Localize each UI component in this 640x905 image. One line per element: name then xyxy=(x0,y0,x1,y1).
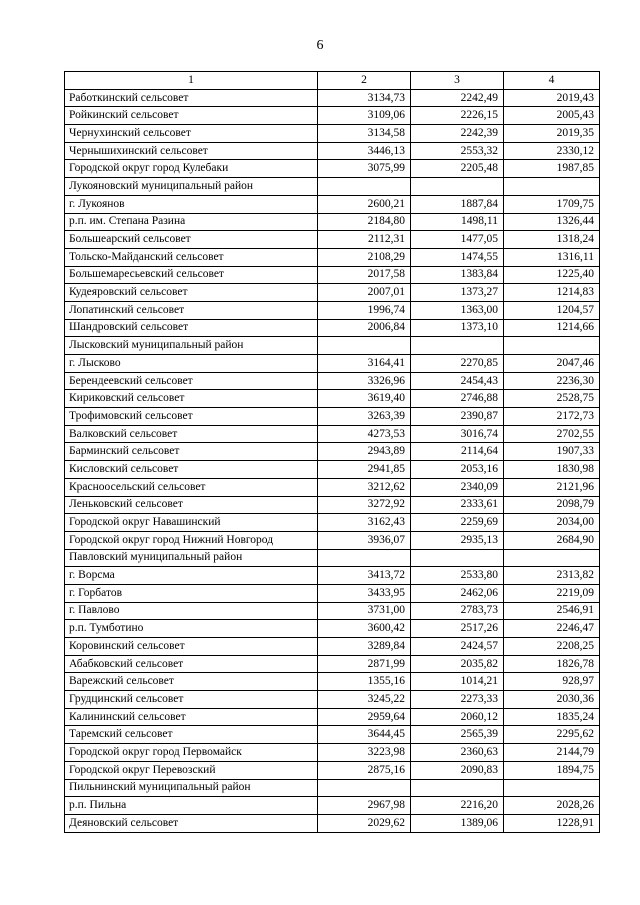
row-value-col2: 3413,72 xyxy=(318,567,411,585)
table-row xyxy=(65,814,600,832)
table-row xyxy=(65,691,600,709)
row-value-col2: 2017,58 xyxy=(318,266,411,284)
row-value-col3: 2060,12 xyxy=(411,708,504,726)
table-row xyxy=(65,301,600,319)
row-value-col2: 2006,84 xyxy=(318,319,411,337)
table-row xyxy=(65,107,600,125)
table-row xyxy=(65,142,600,160)
row-value-col3: 2553,32 xyxy=(411,142,504,160)
row-name-cell: р.п. Пильна xyxy=(65,797,318,815)
row-value-col4: 2034,00 xyxy=(504,514,600,532)
row-name-cell: Городской округ город Нижний Новгород xyxy=(65,531,318,549)
row-value-col2: 2959,64 xyxy=(318,708,411,726)
table-row xyxy=(65,231,600,249)
column-header-3: 3 xyxy=(411,72,504,90)
row-value-col4: 1214,66 xyxy=(504,319,600,337)
table-row xyxy=(65,726,600,744)
data-table xyxy=(64,71,600,833)
row-value-col3: 2517,26 xyxy=(411,620,504,638)
row-value-col4: 1316,11 xyxy=(504,248,600,266)
table-row xyxy=(65,355,600,373)
table-row xyxy=(65,160,600,178)
row-name-cell: Тольско-Майданский сельсовет xyxy=(65,248,318,266)
row-value-col3: 1373,27 xyxy=(411,284,504,302)
table-header-row xyxy=(65,72,600,90)
row-value-col4 xyxy=(504,178,600,196)
row-name-cell: Барминский сельсовет xyxy=(65,443,318,461)
row-value-col2: 3433,95 xyxy=(318,584,411,602)
row-name-cell: Красноосельский сельсовет xyxy=(65,478,318,496)
row-value-col2: 2112,31 xyxy=(318,231,411,249)
row-value-col3: 2533,80 xyxy=(411,567,504,585)
row-name-cell: Павловский муниципальный район xyxy=(65,549,318,567)
row-value-col2: 3223,98 xyxy=(318,744,411,762)
row-value-col2: 3289,84 xyxy=(318,638,411,656)
row-value-col3: 2360,63 xyxy=(411,744,504,762)
row-name-cell: р.п. им. Степана Разина xyxy=(65,213,318,231)
row-value-col4: 1326,44 xyxy=(504,213,600,231)
row-value-col4: 2236,30 xyxy=(504,372,600,390)
row-value-col2: 2007,01 xyxy=(318,284,411,302)
row-value-col4 xyxy=(504,337,600,355)
table-row xyxy=(65,779,600,797)
row-value-col2: 3644,45 xyxy=(318,726,411,744)
row-value-col4: 2528,75 xyxy=(504,390,600,408)
table-row xyxy=(65,496,600,514)
row-value-col2: 3109,06 xyxy=(318,107,411,125)
row-value-col2: 2600,21 xyxy=(318,195,411,213)
row-name-cell: г. Павлово xyxy=(65,602,318,620)
row-value-col4: 2028,26 xyxy=(504,797,600,815)
row-value-col4: 2030,36 xyxy=(504,691,600,709)
row-name-cell: г. Лукоянов xyxy=(65,195,318,213)
row-value-col2: 2871,99 xyxy=(318,655,411,673)
row-name-cell: Работкинский сельсовет xyxy=(65,89,318,107)
row-value-col4: 2330,12 xyxy=(504,142,600,160)
row-value-col2: 3600,42 xyxy=(318,620,411,638)
row-name-cell: Лопатинский сельсовет xyxy=(65,301,318,319)
row-value-col2: 3134,58 xyxy=(318,125,411,143)
row-value-col3: 2205,48 xyxy=(411,160,504,178)
row-name-cell: г. Горбатов xyxy=(65,584,318,602)
row-value-col2: 3936,07 xyxy=(318,531,411,549)
row-value-col2: 3212,62 xyxy=(318,478,411,496)
row-name-cell: Городской округ Перевозский xyxy=(65,761,318,779)
row-value-col3: 1383,84 xyxy=(411,266,504,284)
table-row xyxy=(65,461,600,479)
row-value-col3: 1474,55 xyxy=(411,248,504,266)
row-value-col2: 3263,39 xyxy=(318,408,411,426)
row-name-cell: Ройкинский сельсовет xyxy=(65,107,318,125)
row-value-col4: 1709,75 xyxy=(504,195,600,213)
row-value-col3: 1477,05 xyxy=(411,231,504,249)
row-value-col4: 2098,79 xyxy=(504,496,600,514)
row-value-col3: 2746,88 xyxy=(411,390,504,408)
row-value-col3: 1887,84 xyxy=(411,195,504,213)
row-value-col4: 2295,62 xyxy=(504,726,600,744)
row-name-cell: Лысковский муниципальный район xyxy=(65,337,318,355)
row-name-cell: Валковский сельсовет xyxy=(65,425,318,443)
row-value-col2: 2184,80 xyxy=(318,213,411,231)
row-value-col4: 1835,24 xyxy=(504,708,600,726)
row-value-col2: 3272,92 xyxy=(318,496,411,514)
row-value-col3: 2462,06 xyxy=(411,584,504,602)
row-name-cell: Чернухинский сельсовет xyxy=(65,125,318,143)
row-value-col4: 1894,75 xyxy=(504,761,600,779)
row-value-col4: 2019,35 xyxy=(504,125,600,143)
table-row xyxy=(65,673,600,691)
row-value-col4: 2546,91 xyxy=(504,602,600,620)
row-value-col4: 2702,55 xyxy=(504,425,600,443)
row-value-col2: 3134,73 xyxy=(318,89,411,107)
row-name-cell: г. Лысково xyxy=(65,355,318,373)
row-value-col3: 1389,06 xyxy=(411,814,504,832)
row-value-col4: 1830,98 xyxy=(504,461,600,479)
row-value-col2: 3162,43 xyxy=(318,514,411,532)
row-value-col4: 2121,96 xyxy=(504,478,600,496)
row-value-col2: 2967,98 xyxy=(318,797,411,815)
row-name-cell: Калининский сельсовет xyxy=(65,708,318,726)
row-value-col2: 2108,29 xyxy=(318,248,411,266)
table-row xyxy=(65,443,600,461)
column-header-4: 4 xyxy=(504,72,600,90)
row-value-col2: 2941,85 xyxy=(318,461,411,479)
table-row xyxy=(65,213,600,231)
row-value-col4: 1214,83 xyxy=(504,284,600,302)
row-value-col4: 1907,33 xyxy=(504,443,600,461)
row-value-col2: 3326,96 xyxy=(318,372,411,390)
table-row xyxy=(65,708,600,726)
row-value-col3: 2259,69 xyxy=(411,514,504,532)
row-value-col4: 2172,73 xyxy=(504,408,600,426)
row-name-cell: р.п. Тумботино xyxy=(65,620,318,638)
row-name-cell: Таремский сельсовет xyxy=(65,726,318,744)
row-value-col2: 2875,16 xyxy=(318,761,411,779)
row-name-cell: Кириковский сельсовет xyxy=(65,390,318,408)
row-value-col3: 2390,87 xyxy=(411,408,504,426)
row-name-cell: Кудеяровский сельсовет xyxy=(65,284,318,302)
row-name-cell: Большеарский сельсовет xyxy=(65,231,318,249)
row-value-col2: 3619,40 xyxy=(318,390,411,408)
row-value-col2 xyxy=(318,337,411,355)
row-value-col4: 2219,09 xyxy=(504,584,600,602)
row-value-col3 xyxy=(411,549,504,567)
row-value-col4 xyxy=(504,779,600,797)
row-value-col3: 2242,39 xyxy=(411,125,504,143)
table-row xyxy=(65,549,600,567)
row-value-col3: 2270,85 xyxy=(411,355,504,373)
column-header-1: 1 xyxy=(65,72,318,90)
row-value-col3: 1373,10 xyxy=(411,319,504,337)
row-name-cell: Шандровский сельсовет xyxy=(65,319,318,337)
row-value-col4: 2246,47 xyxy=(504,620,600,638)
row-value-col4: 1826,78 xyxy=(504,655,600,673)
row-value-col4: 1318,24 xyxy=(504,231,600,249)
row-value-col4: 2684,90 xyxy=(504,531,600,549)
row-value-col3: 1363,00 xyxy=(411,301,504,319)
row-name-cell: Чернышихинский сельсовет xyxy=(65,142,318,160)
row-value-col2: 3075,99 xyxy=(318,160,411,178)
row-value-col3: 2340,09 xyxy=(411,478,504,496)
row-value-col3: 2053,16 xyxy=(411,461,504,479)
row-value-col3: 2565,39 xyxy=(411,726,504,744)
table-row xyxy=(65,797,600,815)
row-name-cell: Коровинский сельсовет xyxy=(65,638,318,656)
row-value-col4: 2313,82 xyxy=(504,567,600,585)
row-value-col4: 1204,57 xyxy=(504,301,600,319)
table-row xyxy=(65,284,600,302)
table-row xyxy=(65,514,600,532)
row-name-cell: Городской округ Навашинский xyxy=(65,514,318,532)
row-value-col3 xyxy=(411,178,504,196)
row-value-col4: 1225,40 xyxy=(504,266,600,284)
table-row xyxy=(65,248,600,266)
table-row xyxy=(65,744,600,762)
row-name-cell: Варежский сельсовет xyxy=(65,673,318,691)
table-row xyxy=(65,125,600,143)
row-value-col4: 1987,85 xyxy=(504,160,600,178)
row-value-col2: 1355,16 xyxy=(318,673,411,691)
table-row xyxy=(65,425,600,443)
table-row xyxy=(65,89,600,107)
column-header-2: 2 xyxy=(318,72,411,90)
row-value-col3 xyxy=(411,337,504,355)
row-value-col3: 2216,20 xyxy=(411,797,504,815)
row-name-cell: Пильнинский муниципальный район xyxy=(65,779,318,797)
row-name-cell: Абабковский сельсовет xyxy=(65,655,318,673)
table-row xyxy=(65,655,600,673)
row-name-cell: Городской округ город Кулебаки xyxy=(65,160,318,178)
row-name-cell: Большемаресьевский сельсовет xyxy=(65,266,318,284)
row-value-col2: 1996,74 xyxy=(318,301,411,319)
row-value-col2: 4273,53 xyxy=(318,425,411,443)
row-value-col2 xyxy=(318,779,411,797)
row-value-col4: 2144,79 xyxy=(504,744,600,762)
row-value-col2 xyxy=(318,549,411,567)
row-value-col2: 3731,00 xyxy=(318,602,411,620)
row-value-col2: 3446,13 xyxy=(318,142,411,160)
row-value-col3: 2454,43 xyxy=(411,372,504,390)
row-value-col4: 2019,43 xyxy=(504,89,600,107)
table-row xyxy=(65,337,600,355)
row-value-col3: 2090,83 xyxy=(411,761,504,779)
row-name-cell: Городской округ город Первомайск xyxy=(65,744,318,762)
row-value-col4: 1228,91 xyxy=(504,814,600,832)
row-value-col3: 2114,64 xyxy=(411,443,504,461)
table-row xyxy=(65,372,600,390)
table-row xyxy=(65,602,600,620)
row-value-col3: 2935,13 xyxy=(411,531,504,549)
row-name-cell: Берендеевский сельсовет xyxy=(65,372,318,390)
table-row xyxy=(65,319,600,337)
table-body xyxy=(65,72,600,833)
row-value-col2: 2029,62 xyxy=(318,814,411,832)
row-value-col4: 2208,25 xyxy=(504,638,600,656)
row-value-col3 xyxy=(411,779,504,797)
row-value-col3: 2783,73 xyxy=(411,602,504,620)
table-row xyxy=(65,390,600,408)
row-name-cell: Кисловский сельсовет xyxy=(65,461,318,479)
table-row xyxy=(65,178,600,196)
table-row xyxy=(65,567,600,585)
row-name-cell: Трофимовский сельсовет xyxy=(65,408,318,426)
table-row xyxy=(65,584,600,602)
row-value-col2: 3164,41 xyxy=(318,355,411,373)
row-value-col3: 2242,49 xyxy=(411,89,504,107)
row-value-col2: 3245,22 xyxy=(318,691,411,709)
row-value-col4: 2005,43 xyxy=(504,107,600,125)
table-row xyxy=(65,620,600,638)
row-name-cell: г. Ворсма xyxy=(65,567,318,585)
row-value-col3: 2273,33 xyxy=(411,691,504,709)
row-value-col2: 2943,89 xyxy=(318,443,411,461)
table-row xyxy=(65,266,600,284)
row-value-col3: 1014,21 xyxy=(411,673,504,691)
table-row xyxy=(65,761,600,779)
table-row xyxy=(65,195,600,213)
row-value-col3: 3016,74 xyxy=(411,425,504,443)
table-row xyxy=(65,531,600,549)
row-value-col4: 928,97 xyxy=(504,673,600,691)
table-row xyxy=(65,478,600,496)
row-value-col4 xyxy=(504,549,600,567)
row-name-cell: Леньковский сельсовет xyxy=(65,496,318,514)
row-value-col3: 2424,57 xyxy=(411,638,504,656)
row-value-col3: 2333,61 xyxy=(411,496,504,514)
row-name-cell: Грудцинский сельсовет xyxy=(65,691,318,709)
row-value-col2 xyxy=(318,178,411,196)
table-row xyxy=(65,408,600,426)
row-name-cell: Лукояновский муниципальный район xyxy=(65,178,318,196)
row-value-col3: 2226,15 xyxy=(411,107,504,125)
row-value-col3: 1498,11 xyxy=(411,213,504,231)
table-row xyxy=(65,638,600,656)
row-value-col3: 2035,82 xyxy=(411,655,504,673)
row-value-col4: 2047,46 xyxy=(504,355,600,373)
page-number: 6 xyxy=(316,38,324,53)
row-name-cell: Деяновский сельсовет xyxy=(65,814,318,832)
